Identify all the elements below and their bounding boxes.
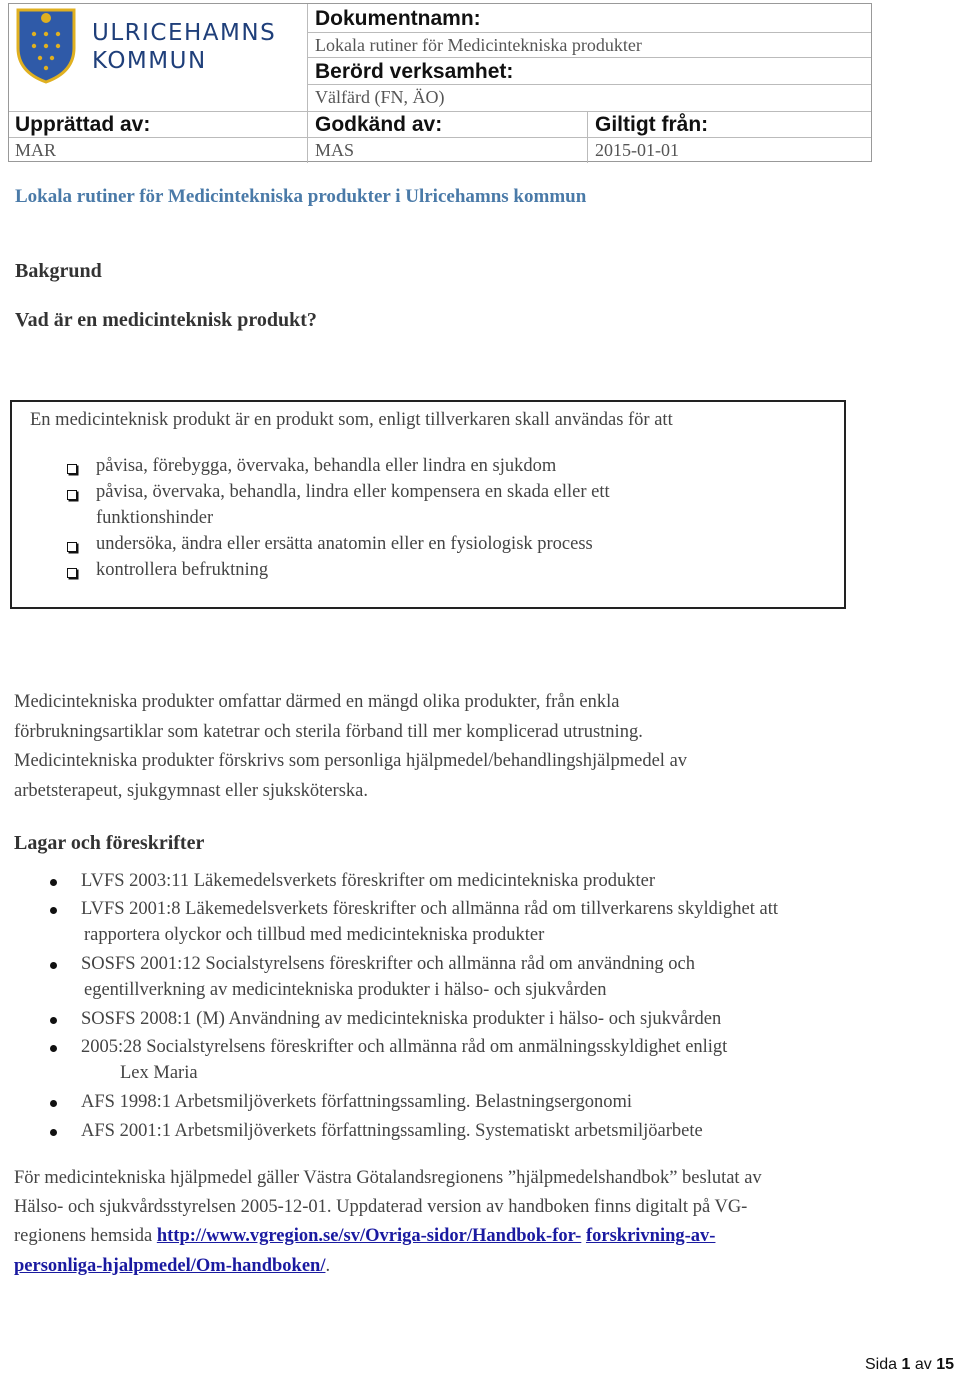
current-page: 1 [901,1356,911,1373]
document-title: Lokala rutiner för Medicintekniska produkter i Ulricehamns kommun [15,186,587,207]
final-text: . [325,1256,331,1276]
definition-item: undersöka, ändra eller ersätta anatomin eller en fysiologisk process [96,534,593,554]
bullet-icon [50,1129,57,1136]
paragraph-line: arbetsterapeut, sjukgymnast eller sjuksköterska. [14,781,368,801]
upprattad-label: Upprättad av: [15,113,151,136]
checkbox-bullet-icon [67,568,77,578]
paragraph-line: Medicintekniska produkter förskrivs som personliga hjälpmedel/behandlingshjälpmedel av [14,751,688,771]
heading-vad-ar: Vad är en medicinteknisk produkt? [15,309,317,331]
definition-intro: En medicinteknisk produkt är en produkt som, enligt tillverkaren skall användas för att [30,410,673,430]
giltigt-value: 2015-01-01 [595,140,679,160]
law-item: SOSFS 2001:12 Socialstyrelsens föreskrifter och allmänna råd om användning och [81,954,695,974]
law-item: AFS 2001:1 Arbetsmiljöverkets författningssamling. Systematiskt arbetsmiljöarbete [81,1121,703,1141]
godkand-label: Godkänd av: [315,113,443,136]
law-item: LVFS 2003:11 Läkemedelsverkets föreskrifter om medicintekniska produkter [81,871,656,891]
page-label: Sida [865,1356,898,1373]
final-paragraph-line [14,1226,715,1247]
logo-text-line1: ULRICEHAMNS [92,20,277,46]
bullet-icon [50,1100,57,1107]
page-number [865,1356,954,1374]
handbook-link-part2[interactable]: forskrivning-av- [585,1226,716,1246]
upprattad-value: MAR [15,140,57,160]
logo-text-line2: KOMMUN [92,48,207,74]
dokumentnamn-value: Lokala rutiner för Medicintekniska produkter [315,35,642,55]
document-header-table [8,3,872,162]
paragraph-line: förbrukningsartiklar som katetrar och sterila förband till mer komplicerad utrustning. [14,722,643,742]
definition-item-continuation: funktionshinder [96,508,214,528]
bullet-icon [50,879,57,886]
dokumentnamn-label: Dokumentnamn: [315,7,481,30]
bullet-icon [50,962,57,969]
checkbox-bullet-icon [67,464,77,474]
definition-item: kontrollera befruktning [96,560,269,580]
law-item: SOSFS 2008:1 (M) Användning av medicintekniska produkter i hälso- och sjukvården [81,1009,722,1029]
bullet-icon [50,1045,57,1052]
paragraph-line: Medicintekniska produkter omfattar därmed en mängd olika produkter, från enkla [14,692,620,712]
total-pages: 15 [936,1356,954,1373]
checkbox-bullet-icon [67,490,77,500]
handbook-link-part3[interactable]: personliga-hjalpmedel/Om-handboken/ [14,1256,326,1276]
law-item: AFS 1998:1 Arbetsmiljöverkets författningssamling. Belastningsergonomi [81,1092,633,1112]
final-paragraph-line: Hälso- och sjukvårdsstyrelsen 2005-12-01. Uppdaterad version av handboken finns digitalt på VG- [14,1197,748,1217]
bullet-icon [50,907,57,914]
final-paragraph-line: För medicintekniska hjälpmedel gäller Västra Götalandsregionens ”hjälpmedelshandbok” beslutat av [14,1168,762,1188]
law-item: LVFS 2001:8 Läkemedelsverkets föreskrifter och allmänna råd om tillverkarens skyldighet att [81,899,778,919]
godkand-value: MAS [315,140,355,160]
verksamhet-label: Berörd verksamhet: [315,60,514,83]
handbook-link-part1[interactable]: http://www.vgregion.se/sv/Ovriga-sidor/Handbok-for- [156,1226,582,1246]
bullet-icon [50,1017,57,1024]
final-text: regionens hemsida [14,1226,157,1246]
law-item-continuation: egentillverkning av medicintekniska produkter i hälso- och sjukvården [84,980,607,1000]
giltigt-label: Giltigt från: [595,113,709,136]
law-item-continuation: rapportera olyckor och tillbud med medicintekniska produkter [84,925,545,945]
law-item-continuation: Lex Maria [120,1063,198,1083]
final-paragraph-line [14,1256,330,1277]
page-of-label: av [914,1356,932,1373]
definition-item: påvisa, förebygga, övervaka, behandla eller lindra en sjukdom [96,456,557,476]
heading-lagar: Lagar och föreskrifter [14,832,205,854]
law-item: 2005:28 Socialstyrelsens föreskrifter och allmänna råd om anmälningsskyldighet enligt [81,1037,728,1057]
checkbox-bullet-icon [67,542,77,552]
definition-item: påvisa, övervaka, behandla, lindra eller kompensera en skada eller ett [96,482,610,502]
heading-bakgrund: Bakgrund [15,260,102,282]
verksamhet-value: Välfärd (FN, ÄO) [315,87,445,107]
